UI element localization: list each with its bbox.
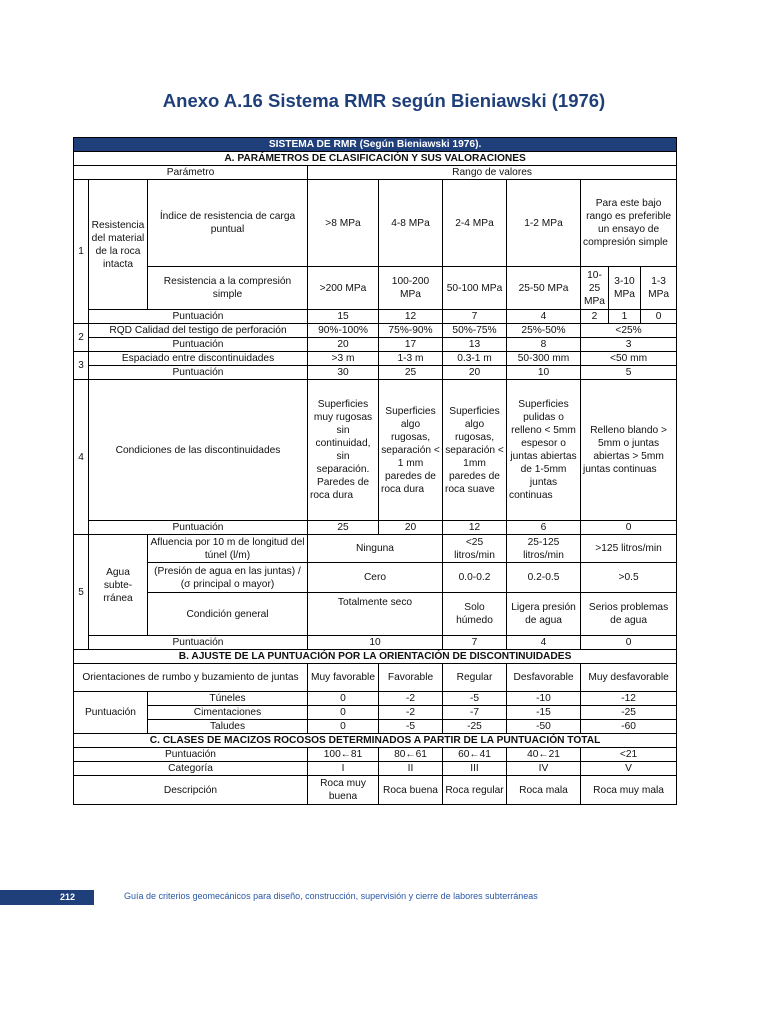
table-cell: Muy favorable — [308, 664, 379, 692]
table-cell: III — [443, 762, 507, 776]
table-cell: 4 — [507, 636, 581, 650]
table-cell: -50 — [507, 720, 581, 734]
table-cell: -15 — [507, 706, 581, 720]
table-cell: 25%-50% — [507, 324, 581, 338]
table-cell: 13 — [443, 338, 507, 352]
table-cell: 7 — [443, 310, 507, 324]
table-cell: 1-3 MPa — [641, 267, 677, 310]
table-cell: 7 — [443, 636, 507, 650]
table-cell: 0.0-0.2 — [443, 563, 507, 593]
table-cell: <25 litros/min — [443, 535, 507, 563]
table-cell: 80←61 — [379, 748, 443, 762]
table-cell: <21 — [581, 748, 677, 762]
cimentaciones-label: Cimentaciones — [148, 706, 308, 720]
table-cell: -2 — [379, 692, 443, 706]
param-2-number: 2 — [74, 324, 89, 352]
table-cell: Superficies pulidas o relleno < 5mm espesor o juntas abiertas de 1-5mm juntas continuas — [507, 380, 581, 521]
table-cell: <25% — [581, 324, 677, 338]
page-title: Anexo A.16 Sistema RMR según Bieniawski (1976) — [162, 90, 606, 111]
table-cell: Muy desfavorable — [581, 664, 677, 692]
section-a-heading: A. PARÁMETROS DE CLASIFICACIÓN Y SUS VALORACIONES — [74, 152, 677, 166]
table-cell: Regular — [443, 664, 507, 692]
puntuacion-label: Puntuación — [89, 366, 308, 380]
table-cell: 90%-100% — [308, 324, 379, 338]
table-cell: >3 m — [308, 352, 379, 366]
table-cell: Roca mala — [507, 776, 581, 805]
table-cell: 100←81 — [308, 748, 379, 762]
table-cell: 30 — [308, 366, 379, 380]
table-cell: Favorable — [379, 664, 443, 692]
table-cell: <50 mm — [581, 352, 677, 366]
table-cell: 10 — [507, 366, 581, 380]
table-cell: 0 — [581, 521, 677, 535]
table-cell: -25 — [581, 706, 677, 720]
table-cell: >125 litros/min — [581, 535, 677, 563]
param-3-label: Espaciado entre discontinuidades — [89, 352, 308, 366]
table-cell: 4 — [507, 310, 581, 324]
orient-label: Orientaciones de rumbo y buzamiento de juntas — [74, 664, 308, 692]
param-5-condicion-label: Condición general — [148, 593, 308, 636]
table-cell: -5 — [443, 692, 507, 706]
table-cell: -5 — [379, 720, 443, 734]
table-cell: -25 — [443, 720, 507, 734]
table-header: SISTEMA DE RMR (Según Bieniawski 1976). — [74, 138, 677, 152]
table-cell: -60 — [581, 720, 677, 734]
table-cell: 12 — [379, 310, 443, 324]
param-2-label: RQD Calidad del testigo de perforación — [89, 324, 308, 338]
table-cell: II — [379, 762, 443, 776]
table-cell: Superficies algo rugosas, separación < 1mm paredes de roca suave — [443, 380, 507, 521]
table-cell: Roca regular — [443, 776, 507, 805]
param-5-number: 5 — [74, 535, 89, 650]
table-cell: 60←41 — [443, 748, 507, 762]
table-cell: Superficies algo rugosas, separación < 1 mm paredes de roca dura — [379, 380, 443, 521]
table-cell: 100-200 MPa — [379, 267, 443, 310]
param-1-label: Resistencia del material de la roca intacta — [89, 180, 148, 310]
c-descripcion-label: Descripción — [74, 776, 308, 805]
table-cell: 1-2 MPa — [507, 180, 581, 267]
table-cell: 3 — [581, 338, 677, 352]
table-cell: 12 — [443, 521, 507, 535]
table-cell: -2 — [379, 706, 443, 720]
table-cell: 0.3-1 m — [443, 352, 507, 366]
table-cell: 17 — [379, 338, 443, 352]
table-cell: 0 — [308, 720, 379, 734]
table-cell: Roca muy mala — [581, 776, 677, 805]
col-parametro: Parámetro — [74, 166, 308, 180]
table-cell: V — [581, 762, 677, 776]
page-number: 212 — [60, 892, 76, 902]
table-cell: Roca buena — [379, 776, 443, 805]
param-1-number: 1 — [74, 180, 89, 324]
table-cell: 4-8 MPa — [379, 180, 443, 267]
col-rango: Rango de valores — [308, 166, 677, 180]
table-cell: 10-25 MPa — [581, 267, 609, 310]
table-cell: Totalmente seco — [308, 593, 443, 636]
param-4-number: 4 — [74, 380, 89, 535]
table-cell: Roca muy buena — [308, 776, 379, 805]
footer-text: Guía de criterios geomecánicos para diseño, construcción, supervisión y cierre de labores subterráneas — [124, 891, 538, 901]
section-c-heading: C. CLASES DE MACIZOS ROCOSOS DETERMINADOS A PARTIR DE LA PUNTUACIÓN TOTAL — [74, 734, 677, 748]
param-1-comp-label: Resistencia a la compresión simple — [148, 267, 308, 310]
table-cell: Relleno blando > 5mm o juntas abiertas > 5mm juntas continuas — [581, 380, 677, 521]
table-cell: -7 — [443, 706, 507, 720]
table-cell: -10 — [507, 692, 581, 706]
table-cell: Ninguna — [308, 535, 443, 563]
table-cell: 25-125 litros/min — [507, 535, 581, 563]
puntuacion-label: Puntuación — [89, 310, 308, 324]
table-cell: 2 — [581, 310, 609, 324]
table-cell: 75%-90% — [379, 324, 443, 338]
table-cell: -12 — [581, 692, 677, 706]
table-cell: Desfavorable — [507, 664, 581, 692]
table-cell: Superficies muy rugosas sin continuidad, sin separación. Paredes de roca dura — [308, 380, 379, 521]
table-cell: >8 MPa — [308, 180, 379, 267]
puntuacion-label: Puntuación — [89, 521, 308, 535]
b-puntuacion-label: Puntuación — [74, 692, 148, 734]
table-cell: IV — [507, 762, 581, 776]
table-cell: 40←21 — [507, 748, 581, 762]
table-cell: 2-4 MPa — [443, 180, 507, 267]
table-cell: Cero — [308, 563, 443, 593]
table-cell: 3-10 MPa — [609, 267, 641, 310]
table-cell: 20 — [308, 338, 379, 352]
table-cell: Serios problemas de agua — [581, 593, 677, 636]
table-cell: 25 — [308, 521, 379, 535]
param-5-afluencia-label: Afluencia por 10 m de longitud del túnel (l/m) — [148, 535, 308, 563]
table-cell: 1-3 m — [379, 352, 443, 366]
table-cell: 0.2-0.5 — [507, 563, 581, 593]
table-cell: 1 — [609, 310, 641, 324]
table-cell: 25-50 MPa — [507, 267, 581, 310]
rmr-table — [73, 137, 677, 805]
table-cell: I — [308, 762, 379, 776]
c-puntuacion-label: Puntuación — [74, 748, 308, 762]
table-cell: 50-300 mm — [507, 352, 581, 366]
param-3-number: 3 — [74, 352, 89, 380]
section-b-heading: B. AJUSTE DE LA PUNTUACIÓN POR LA ORIENTACIÓN DE DISCONTINUIDADES — [74, 650, 677, 664]
table-cell: 20 — [443, 366, 507, 380]
table-cell: 20 — [379, 521, 443, 535]
c-categoria-label: Categoría — [74, 762, 308, 776]
table-cell: 10 — [308, 636, 443, 650]
param-5-presion-label: (Presión de agua en las juntas) / (σ principal o mayor) — [148, 563, 308, 593]
param-4-label: Condiciones de las discontinuidades — [89, 380, 308, 521]
param-1-carga-note: Para este bajo rango es preferible un ensayo de compresión simple — [581, 180, 677, 267]
table-cell: 0 — [308, 706, 379, 720]
table-cell: 25 — [379, 366, 443, 380]
tuneles-label: Túneles — [148, 692, 308, 706]
puntuacion-label: Puntuación — [89, 636, 308, 650]
table-cell: Solo húmedo — [443, 593, 507, 636]
param-5-label: Agua subte-rránea — [89, 535, 148, 636]
taludes-label: Taludes — [148, 720, 308, 734]
table-cell: 6 — [507, 521, 581, 535]
table-cell: 8 — [507, 338, 581, 352]
table-cell: 5 — [581, 366, 677, 380]
table-cell: 0 — [641, 310, 677, 324]
table-cell: >0.5 — [581, 563, 677, 593]
param-1-carga-label: Índice de resistencia de carga puntual — [148, 180, 308, 267]
table-cell: 0 — [308, 692, 379, 706]
table-cell: 50-100 MPa — [443, 267, 507, 310]
table-cell: Ligera presión de agua — [507, 593, 581, 636]
puntuacion-label: Puntuación — [89, 338, 308, 352]
table-cell: 50%-75% — [443, 324, 507, 338]
table-cell: 0 — [581, 636, 677, 650]
table-cell: 15 — [308, 310, 379, 324]
table-cell: >200 MPa — [308, 267, 379, 310]
